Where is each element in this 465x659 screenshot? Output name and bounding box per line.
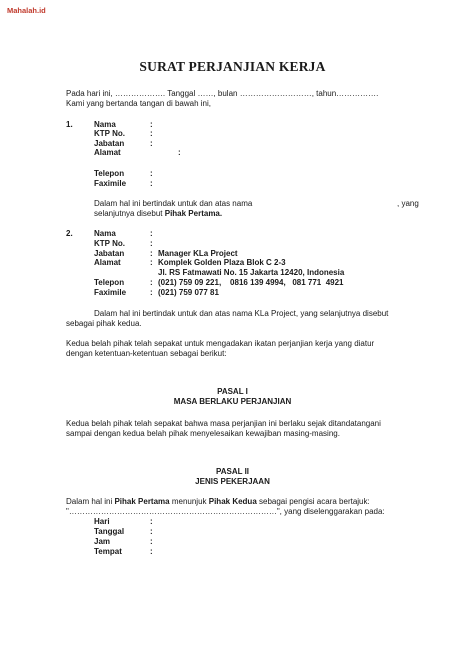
party2-colon: : [150, 288, 153, 297]
party2-colon: : [150, 229, 153, 238]
party1-statement-end: , yang [397, 199, 419, 208]
party1-colon: : [150, 129, 153, 138]
party2-value-alamat-1: Komplek Golden Plaza Blok C 2-3 [158, 258, 286, 267]
party2-statement-1: Dalam hal ini bertindak untuk dan atas nama KLa Project, yang selanjutnya disebut [94, 309, 389, 318]
party1-statement: Dalam hal ini bertindak untuk dan atas nama [94, 199, 253, 208]
pasal2-party-second: Pihak Kedua [208, 497, 257, 506]
party1-statement-2 [94, 209, 222, 218]
party1-colon: : [150, 120, 153, 129]
pasal2-subheading: JENIS PEKERJAAN [195, 477, 270, 486]
pasal2-line-2: "……………………………………………………………………", yang diselenggarakan pada: [66, 507, 385, 516]
party2-label-alamat: Alamat [94, 258, 121, 267]
party1-label-faximile: Faximile [94, 179, 127, 188]
pasal2-text: Dalam hal ini [66, 497, 115, 506]
party2-label-jabatan: Jabatan [94, 249, 125, 258]
party2-label-telepon: Telepon [94, 278, 125, 287]
party1-role: Pihak Pertama. [164, 209, 223, 218]
party2-value-faximile: (021) 759 077 81 [158, 288, 219, 297]
document-title: SURAT PERJANJIAN KERJA [139, 59, 326, 74]
pasal2-colon: : [150, 537, 153, 546]
party2-colon: : [150, 278, 153, 287]
party1-colon: : [150, 169, 153, 178]
party2-colon: : [150, 249, 153, 258]
party1-label-ktp: KTP No. [94, 129, 125, 138]
party2-colon: : [150, 258, 153, 267]
party2-label-faximile: Faximile [94, 288, 127, 297]
pasal2-label-tempat: Tempat [94, 547, 122, 556]
party1-colon: : [150, 179, 153, 188]
party1-statement-prefix: selanjutnya disebut [94, 209, 163, 218]
agreement-line-2: dengan ketentuan-ketentuan sebagai berikut: [66, 349, 227, 358]
pasal2-label-jam: Jam [94, 537, 111, 546]
pasal1-heading: PASAL I [217, 387, 248, 396]
pasal2-heading: PASAL II [215, 467, 250, 476]
pasal2-text: sebagai pengisi acara bertajuk: [256, 497, 370, 506]
agreement-line-1: Kedua belah pihak telah sepakat untuk mengadakan ikatan perjanjian kerja yang diatur [66, 339, 375, 348]
party2-number: 2. [66, 229, 73, 238]
intro-line-2: Kami yang bertanda tangan di bawah ini, [66, 99, 211, 108]
pasal2-colon: : [150, 527, 153, 536]
party2-value-telepon: (021) 759 09 221, 0816 139 4994, 081 771 4921 [158, 278, 344, 287]
pasal2-line-1 [66, 497, 370, 506]
party1-colon: : [178, 148, 181, 157]
party2-label-ktp: KTP No. [94, 239, 125, 248]
party1-label-alamat: Alamat [94, 148, 121, 157]
party1-colon: : [150, 139, 153, 148]
party1-label-jabatan: Jabatan [94, 139, 125, 148]
pasal1-line-2: sampai dengan kedua belah pihak menyelesaikan kewajiban masing-masing. [66, 429, 340, 438]
pasal1-line-1: Kedua belah pihak telah sepakat bahwa masa perjanjian ini berlaku sejak ditandatangani [66, 419, 381, 428]
party1-label-telepon: Telepon [94, 169, 125, 178]
watermark: Mahalah.id [7, 6, 46, 15]
party2-value-jabatan: Manager KLa Project [158, 249, 238, 258]
pasal2-colon: : [150, 517, 153, 526]
party2-colon: : [150, 239, 153, 248]
party2-statement-2: sebagai pihak kedua. [66, 319, 142, 328]
pasal2-colon: : [150, 547, 153, 556]
pasal2-party-first: Pihak Pertama [114, 497, 170, 506]
intro-line-1: Pada hari ini, ………………. Tanggal ……, bulan ………………………, tahun……………. [66, 89, 379, 98]
party1-label-nama: Nama [94, 120, 116, 129]
pasal2-label-hari: Hari [94, 517, 110, 526]
pasal2-text: menunjuk [169, 497, 209, 506]
pasal2-label-tanggal: Tanggal [94, 527, 125, 536]
pasal1-subheading: MASA BERLAKU PERJANJIAN [173, 397, 292, 406]
party2-value-alamat-2: Jl. RS Fatmawati No. 15 Jakarta 12420, Indonesia [158, 268, 345, 277]
party2-label-nama: Nama [94, 229, 116, 238]
party1-number: 1. [66, 120, 73, 129]
